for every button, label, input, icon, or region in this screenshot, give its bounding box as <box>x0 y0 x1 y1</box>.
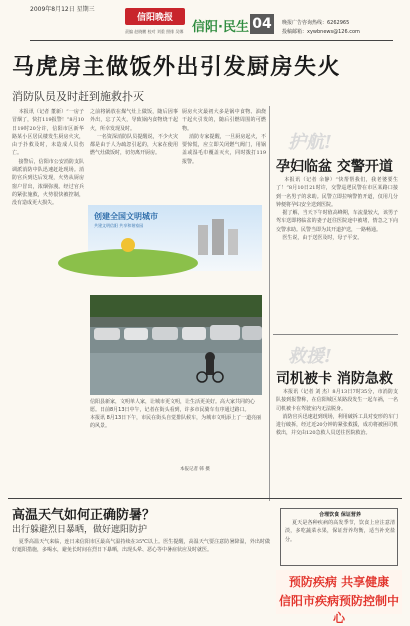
story-rescue-title: 司机被卡 消防急救 <box>276 371 393 387</box>
reporter-credit: 本报记者 韩 摄 <box>180 467 210 472</box>
cdc-banner-org: 信阳市疾病预防控制中心 <box>278 594 399 625</box>
ad-subtitle: 共建文明信阳 共享和谐家园 <box>94 223 144 228</box>
newspaper-logo: 信阳晚报 <box>125 8 185 25</box>
story-rescue-body: 本报讯（记者 刘 杰）8月13日7时35分，市消防支队接到报警称，在信阳城区某路段发生一起车祸，一名司机被卡在驾驶室内无法脱身。 消防官兵迅速赶到现场，利用破拆工具对变形的车门进行破拆，经过近20分钟的紧张救援，成功将被困司机救出，并交由120急救人员送往医院救治。 <box>276 389 399 437</box>
photo-caption-extra: 本报讯 8月13日下午，市民在街头自觉排队候车，为城市文明添上了一道亮丽的风景。 <box>90 415 262 429</box>
kicker-rescue: 救援! <box>288 346 332 367</box>
masthead-rule <box>30 40 393 41</box>
submission-email: 投稿邮箱：xywbnews@126.com <box>282 29 360 35</box>
civic-ad-banner <box>88 205 262 271</box>
ad-title: 创建全国文明城市 <box>94 212 158 221</box>
street-photo <box>90 295 262 395</box>
health-tips-box <box>280 508 398 566</box>
issue-date: 2009年8月12日 星期三 <box>30 6 95 13</box>
section-title: 信阳·民生 <box>192 20 249 35</box>
lead-subheadline: 消防队员及时赶到施救扑灭 <box>12 90 144 103</box>
editor-credits: 责编 赵晓鹏 校对 刘重 照排 吴娜 <box>125 29 184 34</box>
story-divider <box>273 334 398 335</box>
lead-article-col2: 之前将锅放在煤气灶上做饭，随后因事外出，忘了关火，导致锅内食物烧干起火，所幸发现及时。 一名资深消防队员提醒说，不少火灾都是由于人为疏忽引起的，大家在使用燃气灶做饭时，切勿离开厨房。 <box>90 109 178 157</box>
column-divider <box>269 106 270 501</box>
story-escort-body: 本报讯（记者 余静）“快帮帮我们，我老婆要生了！”8月10日21时许，交警巡逻民警在市区某路口接到一名男子的求助。民警立即拉响警笛开道，仅用几分钟便将孕妇安全送到医院。 据了解，当天下午时值高峰期，车流量较大，该男子驾车送即将临盆的妻子赶往医院途中被堵，情急之下向交警求助。民警当即为其开道护送，一路畅通。 医生说，由于送医及时，母子平安。 <box>276 177 399 242</box>
ad-hotline: 晚报广告咨询热线：6262965 <box>282 20 350 26</box>
lead-headline: 马虎房主做饭外出引发厨房失火 <box>12 54 342 80</box>
health-tips-title: 合理饮食 保证营养 <box>319 512 361 518</box>
lead-article-col3: 厨房火灾最初大多是锅中食物、油烧干起火引发的，随后引燃周围的可燃物。 消防专家提醒，一旦厨房起火，不要惊慌，应立即关闭燃气阀门，用锅盖或湿毛巾覆盖灭火，同时拨打119报警。 <box>182 109 266 165</box>
contact-info <box>282 19 360 37</box>
street-photo-image <box>90 295 262 395</box>
heat-article-subtitle: 出行躲避烈日暴晒，做好遮阳防护 <box>12 525 148 535</box>
page-number: 04 <box>250 14 274 34</box>
photo-caption-line: 信阳县新家，文明单人家，让城市更文明，让生活更美好。高大家共同的心愿。日前8月13日中午，记者在街头看到，许多市民骑车有序通过路口。 <box>90 399 256 413</box>
lead-article-col1: 本报讯（记者 董新）“一房子冒烟了，快打119报警！”8月10日19时20分许，信阳市区新华路某小区居民楼发生厨房火灾，由于扑救及时，未造成人员伤亡。 接警后，信阳市公安消防支队调派消防中队迅速赶赴现场。消防官兵到达后发现，火势从厨房窗户冒出，浓烟弥漫。经过官兵的紧张施救，火势很快被控制，没有造成更大损失。 <box>12 109 85 207</box>
heat-article-body: 夏季高温天气来临，连日来信阳市区最高气温持续在35℃以上。医生提醒，高温天气要注意防暑降温，外出时做好遮阳措施，多喝水，避免长时间在烈日下暴晒，出现头晕、恶心等中暑症状应及时就医。 <box>12 539 270 554</box>
story-escort-title: 孕妇临盆 交警开道 <box>276 159 393 175</box>
cdc-banner <box>276 570 402 625</box>
heat-article-title: 高温天气如何正确防暑？ <box>12 508 156 523</box>
section-rule <box>8 498 402 499</box>
kicker-escort: 护航! <box>288 132 332 153</box>
health-tips-body: 夏天是各种疾病的高发季节，饮食上应注意清淡，多吃蔬菜水果，保证营养均衡，适当补充盐分。 <box>285 520 395 543</box>
cdc-banner-slogan: 预防疾病 共享健康 <box>288 575 390 589</box>
photo-caption <box>90 398 262 430</box>
